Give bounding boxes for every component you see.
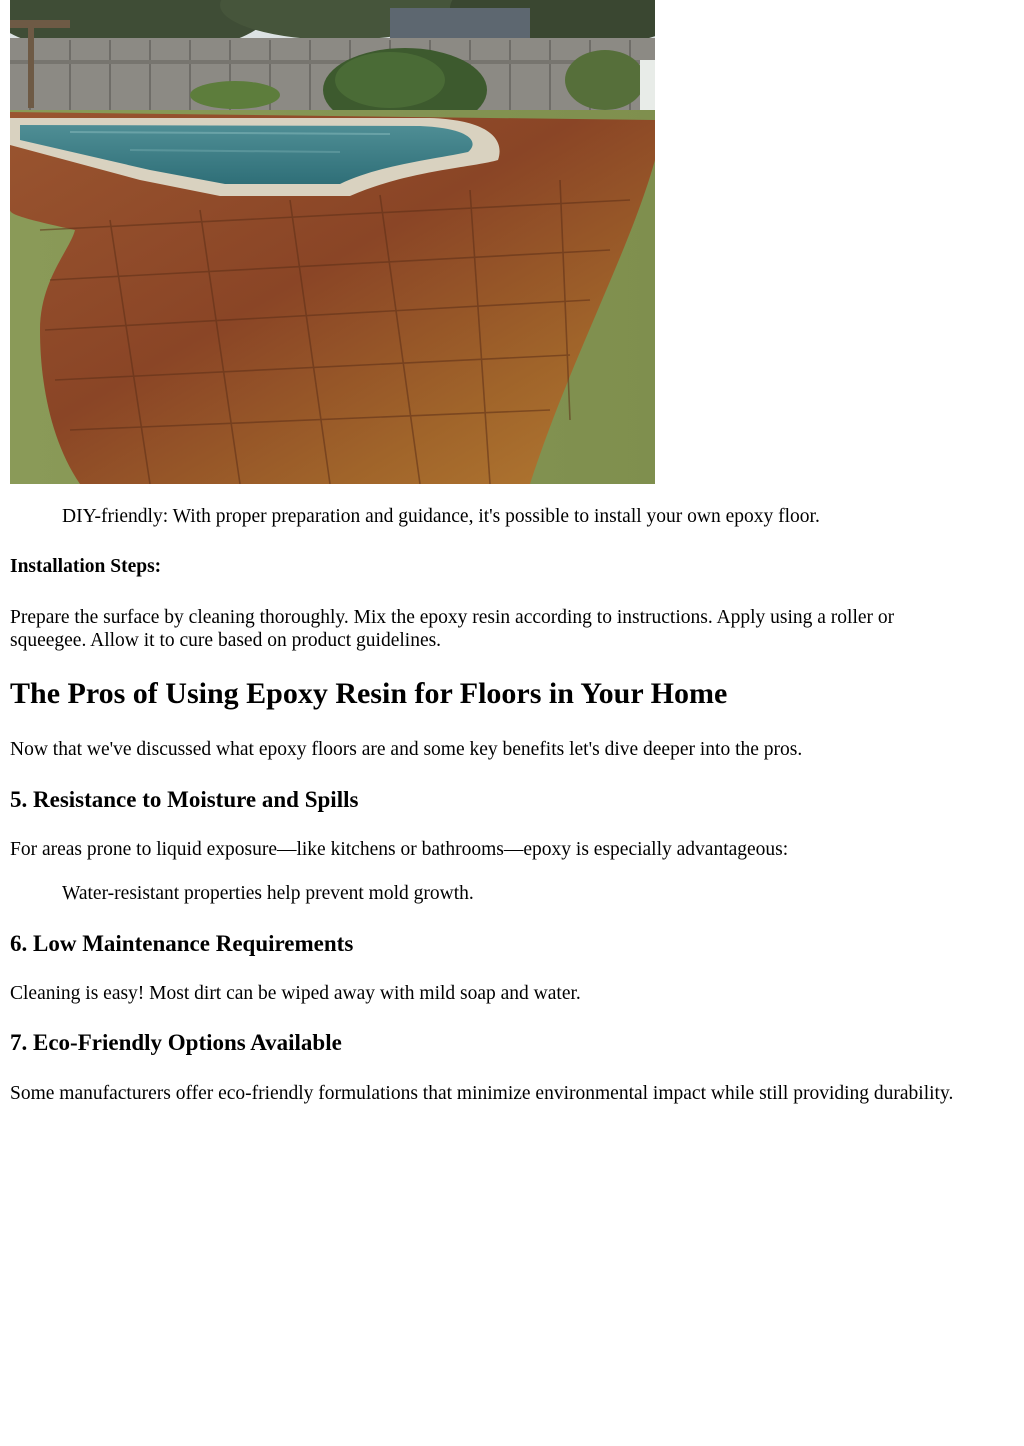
section-5-bullet: Water-resistant properties help prevent mold growth.: [62, 883, 474, 904]
section-7-text: Some manufacturers offer eco-friendly formulations that minimize environmental impact while still providing durability.: [10, 1083, 954, 1104]
pros-intro-text: Now that we've discussed what epoxy floors are and some key benefits let's dive deeper into the pros.: [10, 739, 803, 760]
section-6-text: Cleaning is easy! Most dirt can be wiped away with mild soap and water.: [10, 983, 581, 1004]
installation-steps-text: Prepare the surface by cleaning thoroughly. Mix the epoxy resin according to instructions. Apply using a roller or squeegee. Allow it to cure based on product guidelines.: [10, 607, 895, 651]
hero-image: [10, 0, 655, 484]
section-7-heading: 7. Eco-Friendly Options Available: [10, 1030, 342, 1055]
pros-heading: The Pros of Using Epoxy Resin for Floors in Your Home: [10, 677, 728, 710]
installation-steps-heading: Installation Steps:: [10, 556, 162, 577]
diy-friendly-bullet: DIY-friendly: With proper preparation and guidance, it's possible to install your own epoxy floor.: [62, 506, 820, 527]
section-5-text: For areas prone to liquid exposure—like kitchens or bathrooms—epoxy is especially advantageous:: [10, 839, 789, 860]
section-6-heading: 6. Low Maintenance Requirements: [10, 931, 354, 956]
section-5-heading: 5. Resistance to Moisture and Spills: [10, 787, 359, 812]
